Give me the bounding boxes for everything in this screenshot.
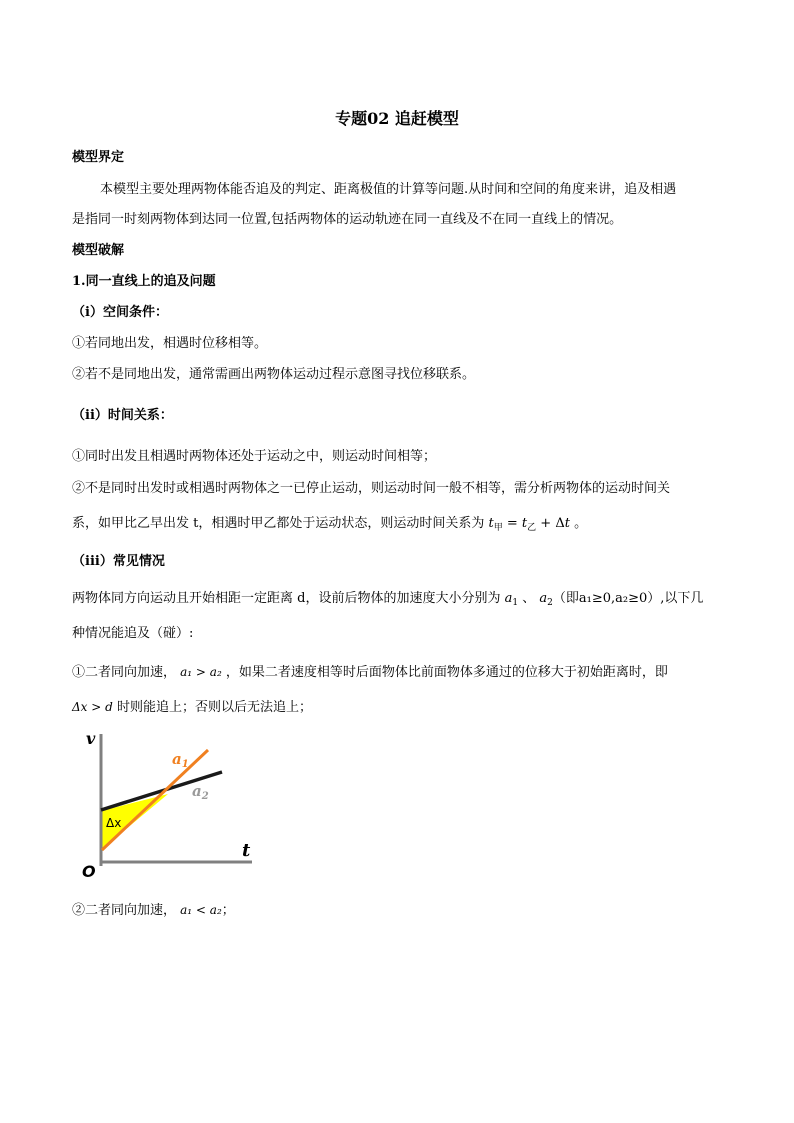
graph-v-label: v: [86, 729, 96, 748]
case-2-text: ②二者同向加速，: [72, 903, 177, 918]
graph-origin-label: O: [82, 862, 96, 881]
case-1-text-3: 时则能追上；否则以后无法追上；: [112, 700, 312, 715]
page-title: 专题02 追赶模型: [335, 109, 459, 128]
case-1-text: ①二者同向加速，: [72, 665, 177, 680]
graph-a2-label: [192, 782, 209, 802]
definition-paragraph-line2: 是指同一时刻两物体到达同一位置,包括两物体的运动轨迹在同一直线及不在同一直线上的情况。: [72, 212, 623, 227]
symbol-a2: a: [539, 591, 548, 606]
formula-end: 。: [569, 516, 588, 531]
case-1-line1: [72, 661, 668, 680]
formula-sub-yi: 乙: [527, 523, 537, 533]
time-relation-item-2-line1: ②不是同时出发时或相遇时两物体之一已停止运动，则运动时间一般不相等，需分析两物体的运动时间关: [72, 481, 671, 496]
velocity-time-graph: [80, 728, 251, 881]
case-1-delta-condition: Δx > d: [72, 700, 113, 714]
symbol-a1-sub: 1: [512, 598, 519, 608]
definition-heading: 模型界定: [72, 150, 125, 165]
graph-delta-x-label: Δx: [106, 816, 122, 830]
formula-sub-jia: 甲: [493, 523, 503, 533]
symbol-a1: a: [504, 591, 513, 606]
formula-delta-t: t: [564, 516, 570, 531]
common-cases-text-end: （即a₁≥0,a₂≥0）,以下几: [552, 591, 704, 606]
a1-line: [102, 750, 208, 850]
case-1-condition: a₁ > a₂: [180, 665, 222, 679]
graph-a1-letter: a: [172, 750, 182, 768]
space-condition-item-2: ②若不是同地出发，通常需画出两物体运动过程示意图寻找位移联系。: [72, 367, 476, 382]
space-condition-item-1: ①若同地出发，相遇时位移相等。: [72, 336, 268, 351]
formula-equals: =: [502, 516, 522, 531]
case-1-text-2: ，如果二者速度相等时后面物体比前面物体多通过的位移大于初始距离时，即: [225, 665, 668, 680]
case-2-condition: a₁ < a₂: [180, 903, 222, 917]
graph-a1-sub: 1: [181, 759, 189, 770]
subsection-1-heading: 1.同一直线上的追及问题: [72, 274, 216, 289]
formula-t-jia: t: [488, 516, 494, 531]
definition-paragraph-line1: 本模型主要处理两物体能否追及的判定、距离极值的计算等问题.从时间和空间的角度来讲，追及相遇: [100, 182, 677, 197]
graph-t-label: t: [242, 840, 251, 861]
case-2-line: [72, 899, 235, 918]
symbol-a2-sub: 2: [547, 598, 553, 608]
time-relation-item-1: ①同时出发且相遇时两物体还处于运动之中，则运动时间相等；: [72, 449, 437, 464]
case-1-line2: [72, 696, 312, 715]
time-relation-text: 系，如甲比乙早出发 t，相遇时甲乙都处于运动状态，则运动时间关系为: [72, 516, 485, 531]
common-cases-heading: （iii）常见情况: [72, 554, 165, 569]
common-cases-text: 两物体同方向运动且开始相距一定距离 d，设前后物体的加速度大小分别为: [72, 591, 501, 606]
time-relation-heading: （ii）时间关系：: [72, 408, 173, 423]
graph-a2-letter: a: [192, 782, 202, 800]
space-condition-heading: （i）空间条件：: [72, 305, 168, 320]
formula-t-yi: t: [521, 516, 528, 531]
formula-plus-delta: + Δ: [536, 516, 565, 531]
separator: 、: [522, 591, 536, 606]
common-cases-line2: 种情况能追及（碰）:: [72, 626, 194, 641]
common-cases-line1: [72, 587, 703, 608]
graph-a2-sub: 2: [201, 791, 209, 802]
breakdown-heading: 模型破解: [72, 243, 125, 258]
case-2-end: ；: [221, 903, 235, 918]
graph-a1-label: [172, 750, 189, 770]
time-relation-item-2-line2: [72, 512, 587, 533]
